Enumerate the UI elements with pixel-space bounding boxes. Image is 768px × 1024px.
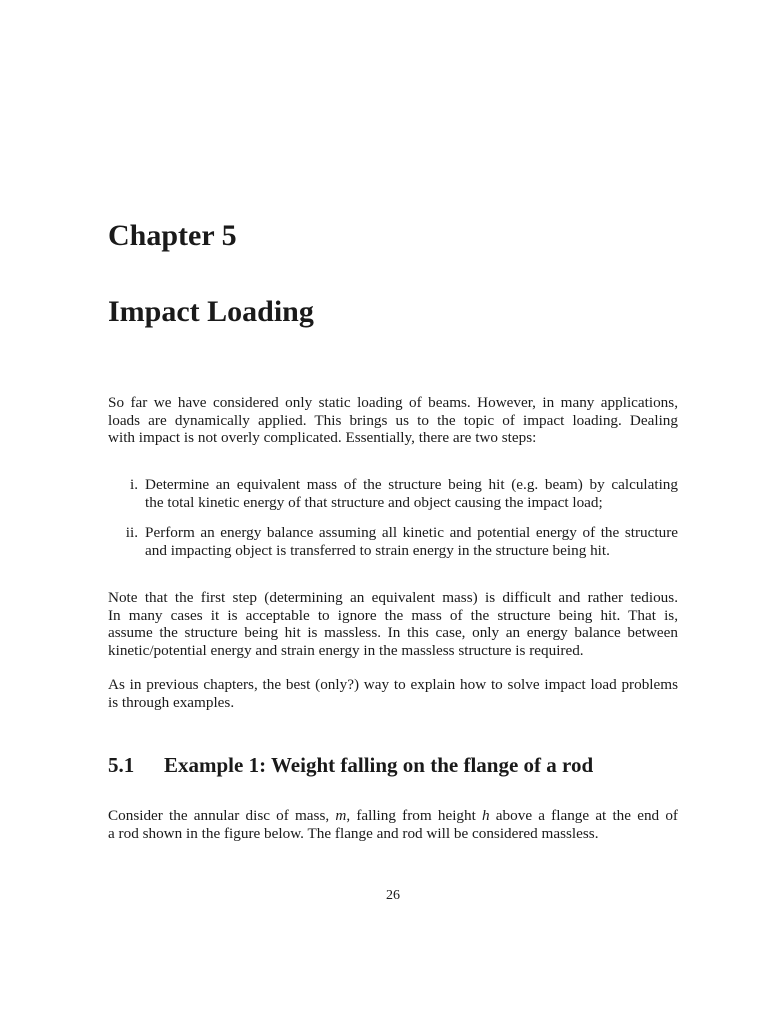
text-line: Note that the first step (determining an equivalent mass) is difficult and rather tedious. [108, 589, 678, 606]
text-line: a rod shown in the figure below. The flange and rod will be considered massless. [108, 824, 599, 842]
chapter-label: Chapter 5 [108, 219, 237, 252]
text-line: is through examples. [108, 693, 235, 711]
section-title: Example 1: Weight falling on the flange of a rod [164, 753, 594, 777]
text-line: kinetic/potential energy and strain energy in the massless structure is required. [108, 641, 584, 659]
list-item [108, 524, 678, 559]
text-line [108, 807, 678, 825]
text-line: loads are dynamically applied. This brings us to the topic of impact loading. Dealing [108, 411, 678, 429]
math-variable-m: m [335, 807, 347, 824]
text-line: Perform an energy balance assuming all kinetic and potential energy of the structure [145, 524, 678, 542]
list-item [108, 476, 678, 511]
note-paragraph [108, 589, 678, 659]
text-line: and impacting object is transferred to strain energy in the structure being hit. [145, 541, 610, 559]
section-heading [108, 752, 678, 778]
math-variable-h: h [482, 807, 490, 824]
list-item-text [145, 476, 678, 511]
document-page [108, 0, 678, 1024]
steps-list [108, 476, 678, 572]
list-marker: ii. [125, 524, 138, 542]
text-line: assume the structure being hit is massless. In this case, only an energy balance between [108, 624, 678, 642]
list-item-text [145, 524, 678, 559]
list-marker: i. [129, 476, 138, 493]
text-line: As in previous chapters, the best (only?) way to explain how to solve impact load problems [108, 676, 678, 693]
example1-paragraph [108, 807, 678, 842]
chapter-title: Impact Loading [108, 295, 314, 328]
text-segment: above a flange at the end of [489, 807, 678, 824]
text-line: So far we have considered only static loading of beams. However, in many applications, [108, 394, 678, 411]
intro-paragraph [108, 394, 678, 447]
text-line: In many cases it is acceptable to ignore the mass of the structure being hit. That is, [108, 606, 678, 624]
text-segment: Consider the annular disc of mass, [108, 807, 336, 824]
text-line: with impact is not overly complicated. Essentially, there are two steps: [108, 429, 537, 447]
text-line: Determine an equivalent mass of the structure being hit (e.g. beam) by calculating [145, 476, 678, 493]
section-number: 5.1 [108, 753, 135, 777]
text-line: the total kinetic energy of that structure and object causing the impact load; [145, 493, 603, 511]
examples-paragraph [108, 676, 678, 711]
page-number: 26 [386, 888, 400, 903]
text-segment: , falling from height [346, 807, 483, 824]
